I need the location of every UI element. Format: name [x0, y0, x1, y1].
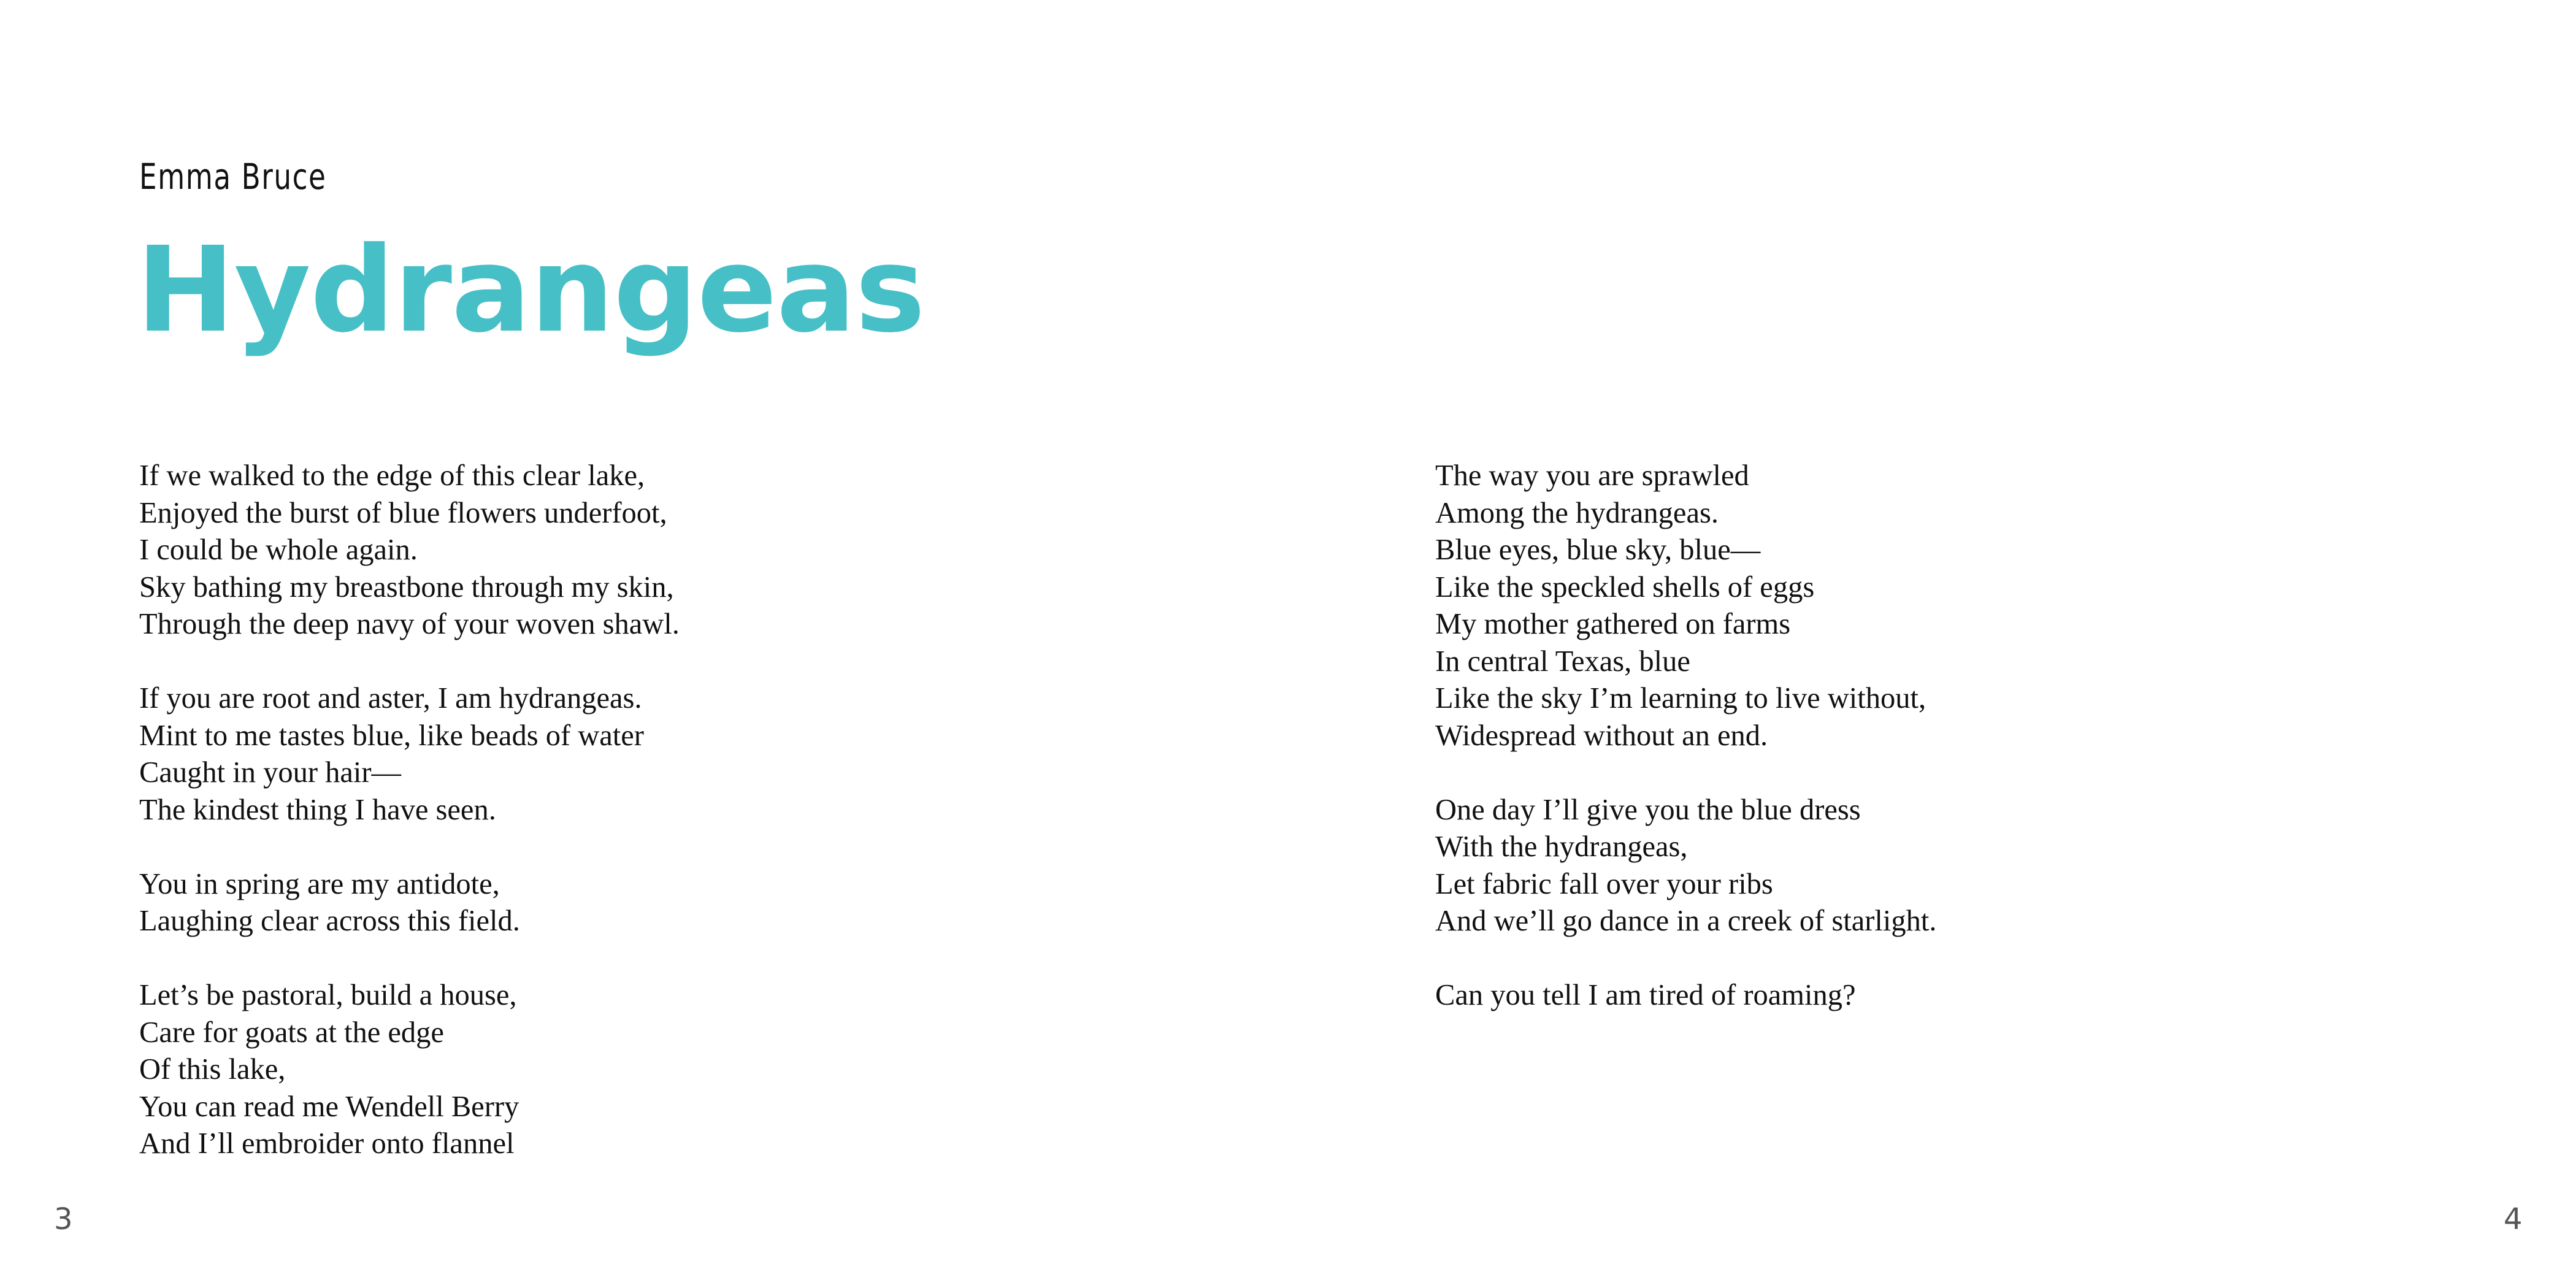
poem-line: My mother gathered on farms [1435, 608, 1791, 640]
stanza [139, 680, 680, 829]
poem-line: If you are root and aster, I am hydrangeas. [139, 682, 642, 715]
author-name: Emma Bruce [139, 156, 327, 197]
poem-line: One day I’ll give you the blue dress [1435, 793, 1861, 826]
stanza [1435, 792, 1936, 940]
poem-line: Blue eyes, blue sky, blue— [1435, 534, 1761, 566]
page-number-left: 3 [54, 1202, 73, 1236]
poem-line: With the hydrangeas, [1435, 830, 1688, 863]
poem-line: Care for goats at the edge [139, 1016, 444, 1049]
poem-line: Like the sky I’m learning to live without, [1435, 682, 1926, 715]
poem-line: You in spring are my antidote, [139, 867, 500, 900]
poem-line: I could be whole again. [139, 534, 418, 566]
poem-line: The way you are sprawled [1435, 459, 1749, 492]
poem-left-column [139, 458, 680, 1200]
poem-line: Through the deep navy of your woven shawl. [139, 608, 680, 640]
page-number-right: 4 [2504, 1202, 2523, 1236]
stanza [139, 458, 680, 643]
poem-line: Of this lake, [139, 1053, 286, 1086]
poem-line: Let fabric fall over your ribs [1435, 867, 1773, 900]
poem-line: Sky bathing my breastbone through my skin, [139, 570, 674, 604]
poem-line: Let’s be pastoral, build a house, [139, 979, 517, 1011]
poem-line: Mint to me tastes blue, like beads of water [139, 719, 644, 752]
stanza [1435, 458, 1936, 754]
stanza [139, 977, 680, 1163]
poem-line: Can you tell I am tired of roaming? [1435, 979, 1856, 1011]
poem-line: Among the hydrangeas. [1435, 496, 1719, 529]
poem-right-column [1435, 458, 1936, 1051]
poem-line: You can read me Wendell Berry [139, 1090, 519, 1123]
poem-title: Hydrangeas [136, 222, 925, 359]
stanza [139, 866, 680, 940]
poem-line: Like the speckled shells of eggs [1435, 570, 1815, 604]
poem-line: Widespread without an end. [1435, 719, 1768, 752]
poem-line: Caught in your hair— [139, 756, 402, 789]
stanza [1435, 977, 1936, 1014]
poem-line: And I’ll embroider onto flannel [139, 1127, 515, 1160]
poem-line: If we walked to the edge of this clear lake, [139, 459, 645, 492]
poem-line: Laughing clear across this field. [139, 905, 520, 937]
poem-line: In central Texas, blue [1435, 645, 1690, 678]
poem-line: Enjoyed the burst of blue flowers underfoot, [139, 496, 667, 529]
poem-line: The kindest thing I have seen. [139, 793, 496, 826]
poem-line: And we’ll go dance in a creek of starlight. [1435, 905, 1937, 937]
